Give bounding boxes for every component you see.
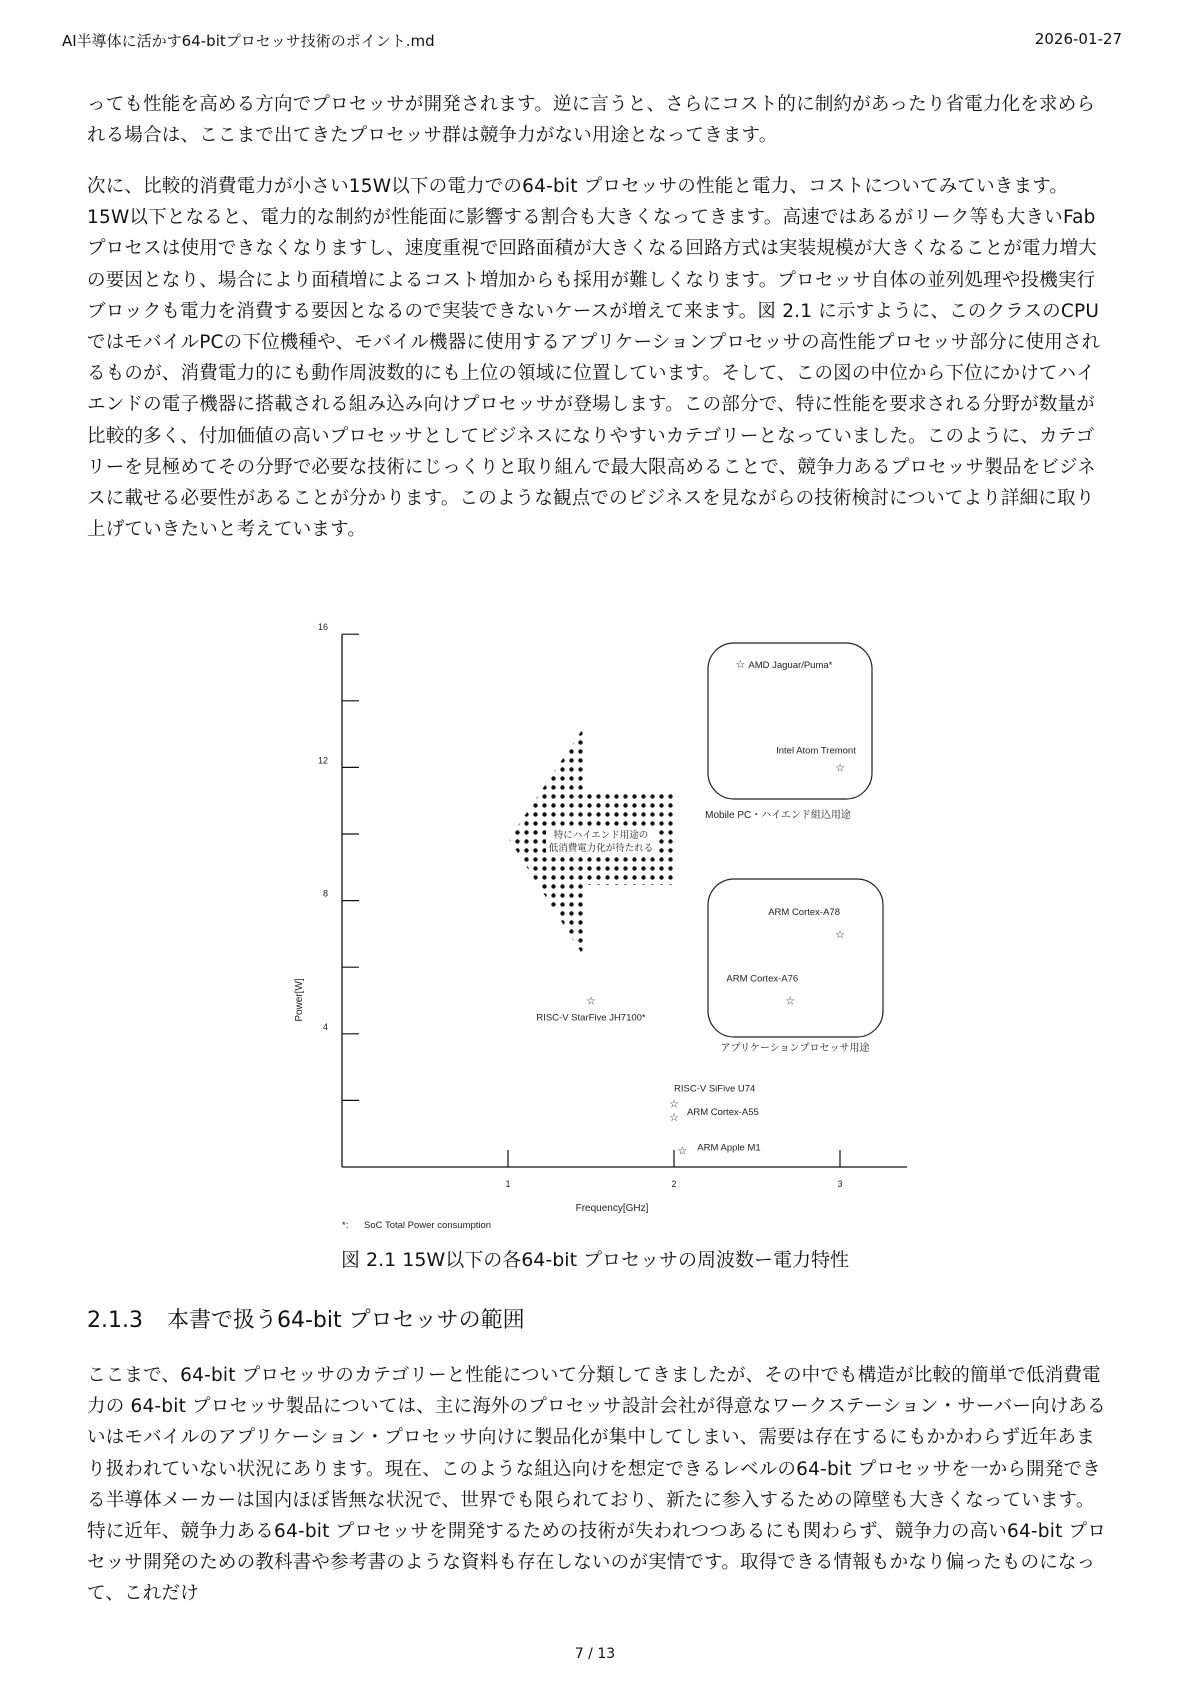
x-axis-label: Frequency[GHz] — [575, 1203, 649, 1214]
point-label: ARM Cortex-A78 — [768, 906, 840, 918]
arrow-annotation-line: 特にハイエンド用途の — [553, 830, 649, 841]
x-tick-label: 3 — [837, 1179, 843, 1189]
paragraph: 次に、比較的消費電力が小さい15W以下の電力での64-bit プロセッサの性能と電力、コストについてみていきます。15W以下となると、電力的な制約が性能面に影響する割合も大きくなってきます。高速ではあるがリーク等も大きいFabプロセスは使用できなくなりますし、速度重視で回路面積が大きくなる回路方式は実装規模が大きくなることが電力増大の要因となり、場合により面積増によるコスト増加からも採用が難しくなります。プロセッサ自体の並列処理や投機実行ブロックも電力を消費する要因となるので実装できないケースが増えて来ます。図 2.1 に示すように、このクラスのCPUではモバイルPCの下位機種や、モバイル機器に使用するアプリケーションプロセッサの高性能プロセッサ部分に使用されるものが、消費電力的にも動作周波数的にも上位の領域に位置しています。そして、この図の中位から下位にかけてハイエンドの電子機器に搭載される組み込み向けプロセッサが登場します。この部分で、特に性能を要求される分野が数量が比較的多く、付加価値の高いプロセッサとしてビジネスになりやすいカテゴリーとなっていました。このように、カテゴリーを見極めてその分野で必要な技術にじっくりと取り組んで最大限高めることで、競争力あるプロセッサ製品をビジネスに載せる必要性があることが分かります。このような観点でのビジネスを見ながらの技術検討についてより詳細に取り上げていきたいと考えています。 — [87, 176, 1101, 541]
section-heading — [87, 1303, 525, 1334]
y-tick-label: 12 — [317, 755, 328, 766]
page-number: 7 / 13 — [574, 1646, 616, 1662]
point-label: Intel Atom Tremont — [776, 745, 856, 757]
x-tick-label: 2 — [671, 1179, 677, 1189]
y-tick-label: 8 — [322, 888, 328, 899]
point-label: RISC-V SiFive U74 — [674, 1083, 756, 1095]
group-label: Mobile PC・ハイエンド組込用途 — [705, 810, 851, 821]
y-tick-label: 4 — [322, 1021, 328, 1032]
footnote-text: SoC Total Power consumption — [364, 1220, 492, 1231]
x-tick-label: 1 — [505, 1179, 511, 1189]
point-label: ARM Apple M1 — [697, 1142, 761, 1154]
paragraph: ここまで、64-bit プロセッサのカテゴリーと性能について分類してきましたが、その中でも構造が比較的簡単で低消費電力の 64-bit プロセッサ製品については、主に海外のプロセッサ設計会社が得意なワークステーション・サーバー向けあるいはモバイルのアプリケーション・プロセッサ向けに製品化が集中してしまい、需要は存在するにもかかわらず近年あまり扱われていない状況にあります。現在、このような組込向けを想定できるレベルの64-bit プロセッサを一から開発できる半導体メーカーは国内ほぼ皆無な状況で、世界でも限られており、新たに参入するための障壁も大きくなっています。特に近年、競争力ある64-bit プロセッサを開発するための技術が失われつつあるにも関わらず、競争力の高い64-bit プロセッサ開発のための教科書や参考書のような資料も存在しないのが実情です。取得できる情報もかなり偏ったものになって、これだけ — [87, 1365, 1107, 1605]
document-date: 2026-01-27 — [1034, 30, 1122, 48]
arrow-annotation-line: 低消費電力化が待たれる — [548, 843, 654, 854]
point-label: AMD Jaguar/Puma* — [748, 660, 833, 672]
y-axis-label: Power[W] — [294, 978, 305, 1022]
section-number: 2.1.3 — [87, 1308, 143, 1333]
point-label: ARM Cortex-A76 — [726, 973, 799, 985]
y-tick-label: 16 — [317, 622, 328, 633]
group-box-application-processor — [708, 879, 883, 1037]
star-marker: ☆ — [785, 995, 796, 1008]
point-label: RISC-V StarFive JH7100* — [536, 1012, 646, 1024]
star-marker: ☆ — [586, 995, 596, 1008]
point-label: ARM Cortex-A55 — [687, 1107, 759, 1119]
footnote-mark: *: — [342, 1220, 349, 1231]
document-title: AI半導体に活かす64-bitプロセッサ技術のポイント.md — [62, 32, 435, 50]
star-marker: ☆ — [669, 1112, 679, 1125]
group-label: アプリケーションプロセッサ用途 — [720, 1043, 870, 1054]
star-marker: ☆ — [835, 928, 845, 941]
section-title: 本書で扱う64-bit プロセッサの範囲 — [166, 1308, 525, 1333]
star-marker: ☆ — [677, 1145, 688, 1158]
star-marker: ☆ — [669, 1098, 679, 1111]
star-marker: ☆ — [735, 659, 746, 672]
paragraph: っても性能を高める方向でプロセッサが開発されます。逆に言うと、さらにコスト的に制約があったり省電力化を求められる場合は、ここまで出てきたプロセッサ群は競争力がない用途となってきます。 — [87, 94, 1096, 147]
star-marker: ☆ — [835, 762, 845, 775]
figure-caption: 図 2.1 15W以下の各64-bit プロセッサの周波数ー電力特性 — [340, 1249, 850, 1271]
